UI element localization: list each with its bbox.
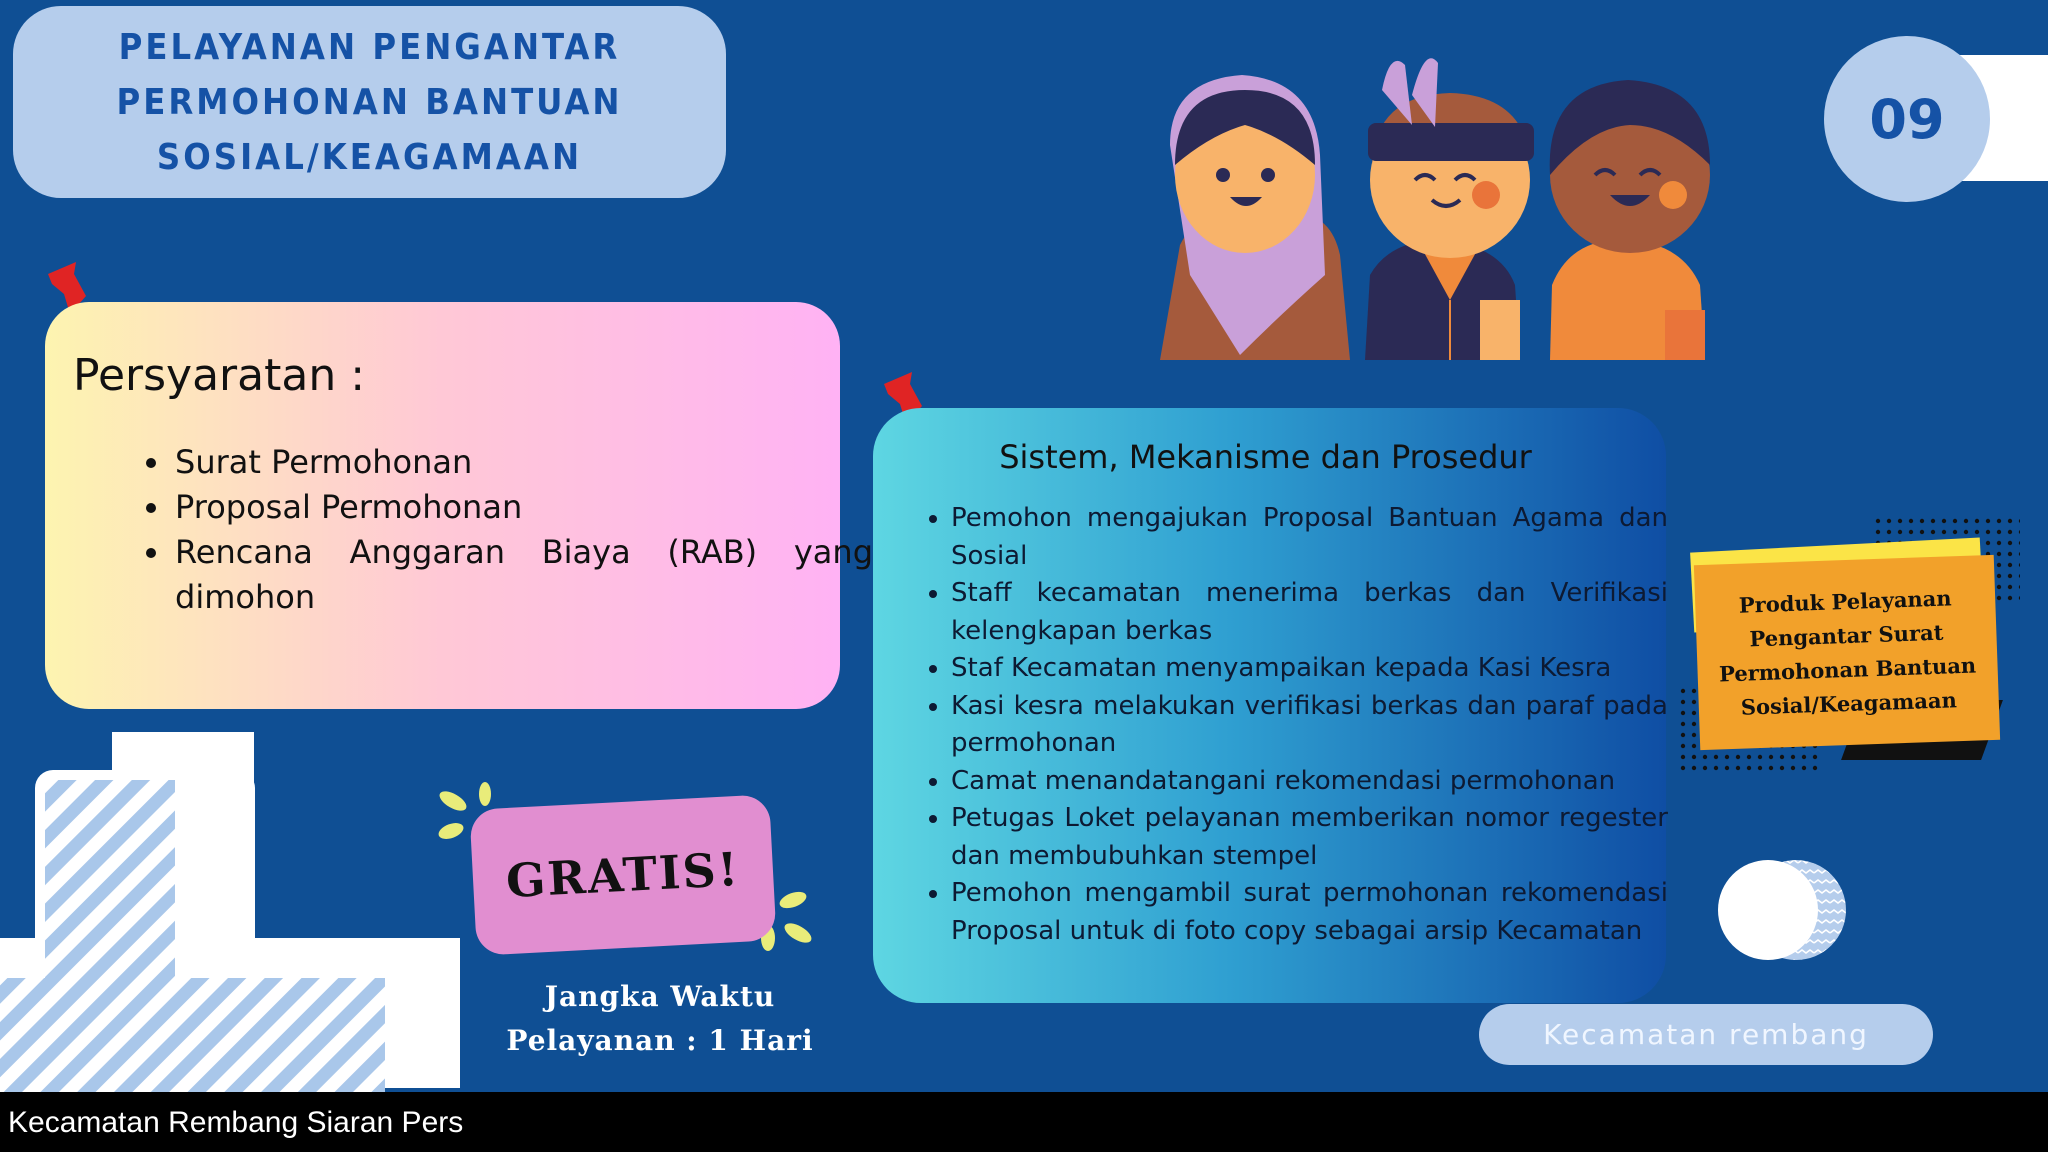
requirements-list — [128, 440, 873, 620]
page-title — [60, 20, 680, 185]
caption-text: Kecamatan Rembang Siaran Pers — [8, 1106, 464, 1139]
duration-line: Pelayanan : 1 Hari — [506, 1024, 814, 1057]
requirements-card — [45, 302, 873, 709]
service-duration — [480, 975, 840, 1063]
footer-label: Kecamatan rembang — [1479, 1004, 1933, 1065]
procedure-list — [917, 500, 1668, 950]
procedure-heading: Sistem, Mekanisme dan Prosedur — [999, 438, 1532, 476]
product-badge-text — [1716, 580, 1978, 725]
product-badge — [1694, 555, 2000, 750]
title-line: PELAYANAN PENGANTAR — [118, 26, 621, 68]
list-item: • Camat menandatangani rekomendasi permohonan — [951, 763, 1668, 801]
list-item: • Staff kecamatan menerima berkas dan Verifikasi kelengkapan berkas — [951, 575, 1668, 650]
procedure-card — [873, 408, 1666, 1003]
gratis-label: GRATIS! — [504, 841, 742, 909]
requirements-heading: Persyaratan : — [73, 350, 366, 401]
badge-line: Pengantar Surat — [1749, 619, 1944, 651]
badge-line: Permohonan Bantuan — [1718, 652, 1977, 686]
list-item: • Pemohon mengajukan Proposal Bantuan Agama dan Sosial — [951, 500, 1668, 575]
list-item: • Rencana Anggaran Biaya (RAB) yang dimohon — [173, 530, 873, 620]
badge-line: Produk Pelayanan — [1738, 584, 1952, 618]
list-item: • Surat Permohonan — [173, 440, 873, 485]
page-number: 09 — [1824, 36, 1990, 202]
circles-decoration — [1718, 858, 1848, 962]
children-illustration — [1150, 45, 1730, 365]
list-item: • Proposal Permohonan — [173, 485, 873, 530]
title-pill — [13, 6, 726, 198]
free-of-charge-badge — [469, 794, 776, 956]
list-item: • Staf Kecamatan menyampaikan kepada Kasi Kesra — [951, 650, 1668, 688]
title-line: SOSIAL/KEAGAMAAN — [156, 136, 583, 178]
list-item: • Pemohon mengambil surat permohonan rekomendasi Proposal untuk di foto copy sebagai arsip Kecamatan — [951, 875, 1668, 950]
decorative-striped-block — [0, 728, 470, 1092]
list-item: • Kasi kesra melakukan verifikasi berkas dan paraf pada permohonan — [951, 688, 1668, 763]
list-item: • Petugas Loket pelayanan memberikan nomor regester dan membubuhkan stempel — [951, 800, 1668, 875]
duration-line: Jangka Waktu — [544, 980, 776, 1013]
title-line: PERMOHONAN BANTUAN — [116, 81, 623, 123]
badge-line: Sosial/Keagamaan — [1740, 686, 1958, 720]
